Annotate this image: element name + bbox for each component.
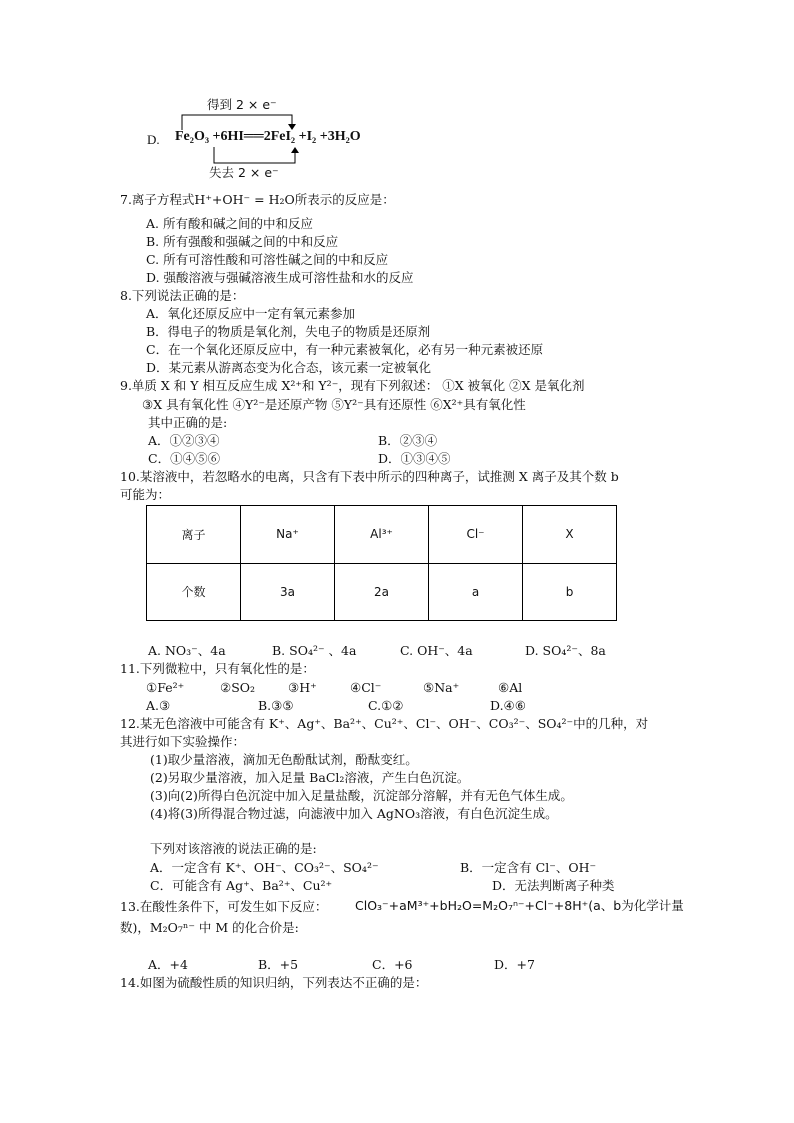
particle: ⑤Na⁺ <box>423 680 460 695</box>
option-b: B. SO₄²⁻ 、4a <box>272 643 357 658</box>
ion-table <box>146 505 617 621</box>
option-d: D．某元素从游离态变为化合态，该元素一定被氧化 <box>146 360 432 375</box>
ion-cell: Al³⁺ <box>335 506 429 564</box>
option-a: A. NO₃⁻、4a <box>148 643 226 658</box>
electron-loss-label: 失去 2 × e⁻ <box>209 165 279 180</box>
option-c: C. OH⁻、4a <box>400 643 473 658</box>
option-c: C．在一个氧化还原反应中，有一种元素被氧化，必有另一种元素被还原 <box>146 342 544 357</box>
option-b: B.③⑤ <box>258 698 294 713</box>
option-a: A．+4 <box>148 957 188 972</box>
question-stem: 7.离子方程式H⁺+OH⁻ = H₂O所表示的反应是： <box>120 192 395 207</box>
particle: ①Fe²⁺ <box>146 680 185 695</box>
question-stem: 9.单质 X 和 Y 相互反应生成 X²⁺和 Y²⁻，现有下列叙述： ①X 被氧化 ②X 是氧化剂 <box>120 378 585 393</box>
question-stem: 13.在酸性条件下，可发生如下反应： <box>120 899 328 914</box>
option-d: D. 强酸溶液与强碱溶液生成可溶性盐和水的反应 <box>146 270 414 285</box>
option-a: A．一定含有 K⁺、OH⁻、CO₃²⁻、SO₄²⁻ <box>150 860 379 875</box>
option-c: C. 所有可溶性酸和可溶性碱之间的中和反应 <box>146 252 389 267</box>
question-stem: 14.如图为硫酸性质的知识归纳，下列表达不正确的是： <box>120 975 428 990</box>
option-d: D．+7 <box>494 957 535 972</box>
particle: ③H⁺ <box>288 680 317 695</box>
particle: ④Cl⁻ <box>350 680 382 695</box>
particle: ②SO₂ <box>220 680 256 695</box>
row-label: 个数 <box>147 563 241 621</box>
experiment-step: (3)向(2)所得白色沉淀中加入足量盐酸，沉淀部分溶解，并有无色气体生成。 <box>150 788 573 803</box>
table-row <box>147 563 617 621</box>
option-d: D．无法判断离子种类 <box>492 878 615 893</box>
question-prompt: 下列对该溶液的说法正确的是: <box>150 841 317 856</box>
statements-line: ③X 具有氧化性 ④Y²⁻是还原产物 ⑤Y²⁻具有还原性 ⑥X²⁺具有氧化性 <box>142 397 526 412</box>
option-c: C．①④⑤⑥ <box>148 451 221 466</box>
question-prompt: 其中正确的是: <box>148 415 228 430</box>
ion-cell: Na⁺ <box>241 506 335 564</box>
option-a: A.③ <box>146 698 171 713</box>
redox-equation: Fe₂O₃ +6HI══2FeI₂ +I₂ +3H₂O <box>175 129 361 144</box>
option-b: B．+5 <box>258 957 299 972</box>
table-row <box>147 506 617 564</box>
question-stem-cont: 可能为： <box>120 487 171 502</box>
option-c: C.①② <box>368 698 404 713</box>
ion-cell: Cl⁻ <box>429 506 523 564</box>
count-cell: b <box>523 563 617 621</box>
row-label: 离子 <box>147 506 241 564</box>
reaction-equation: ClO₃⁻+aM³⁺+bH₂O=M₂O₇ⁿ⁻+Cl⁻+8H⁺(a、b为化学计量 <box>355 898 684 913</box>
question-stem: 11.下列微粒中，只有氧化性的是： <box>120 661 315 676</box>
option-b: B．②③④ <box>378 433 438 448</box>
option-a: A．氧化还原反应中一定有氧元素参加 <box>146 306 356 321</box>
question-stem: 10.某溶液中，若忽略水的电离，只含有下表中所示的四种离子，试推测 X 离子及其个数 b <box>120 469 619 484</box>
option-a: A．①②③④ <box>148 433 220 448</box>
count-cell: a <box>429 563 523 621</box>
count-cell: 3a <box>241 563 335 621</box>
option-b: B．得电子的物质是氧化剂，失电子的物质是还原剂 <box>146 324 431 339</box>
option-c: C．可能含有 Ag⁺、Ba²⁺、Cu²⁺ <box>150 878 333 893</box>
option-a: A. 所有酸和碱之间的中和反应 <box>146 216 313 231</box>
option-d: D．①③④⑤ <box>378 451 451 466</box>
option-c: C．+6 <box>372 957 413 972</box>
option-b: B. 所有强酸和强碱之间的中和反应 <box>146 234 339 249</box>
question-stem: 8.下列说法正确的是： <box>120 288 245 303</box>
ion-cell: X <box>523 506 617 564</box>
experiment-step: (1)取少量溶液，滴加无色酚酞试剂，酚酞变红。 <box>150 752 418 767</box>
count-cell: 2a <box>335 563 429 621</box>
option-d: D. SO₄²⁻、8a <box>525 643 606 658</box>
option-letter: D. <box>147 132 160 147</box>
option-b: B．一定含有 Cl⁻、OH⁻ <box>460 860 597 875</box>
electron-gain-label: 得到 2 × e⁻ <box>207 97 277 112</box>
option-d: D.④⑥ <box>490 698 526 713</box>
particle: ⑥Al <box>498 680 523 695</box>
question-stem-cont: 数)，M₂O₇ⁿ⁻ 中 M 的化合价是: <box>120 920 299 935</box>
experiment-step: (4)将(3)所得混合物过滤，向滤液中加入 AgNO₃溶液，有白色沉淀生成。 <box>150 806 558 821</box>
experiment-step: (2)另取少量溶液，加入足量 BaCl₂溶液，产生白色沉淀。 <box>150 770 470 785</box>
question-stem: 12.某无色溶液中可能含有 K⁺、Ag⁺、Ba²⁺、Cu²⁺、Cl⁻、OH⁻、CO₃²⁻、SO₄²⁻中的几种，对 <box>120 716 649 731</box>
question-stem-cont: 其进行如下实验操作： <box>120 734 246 749</box>
